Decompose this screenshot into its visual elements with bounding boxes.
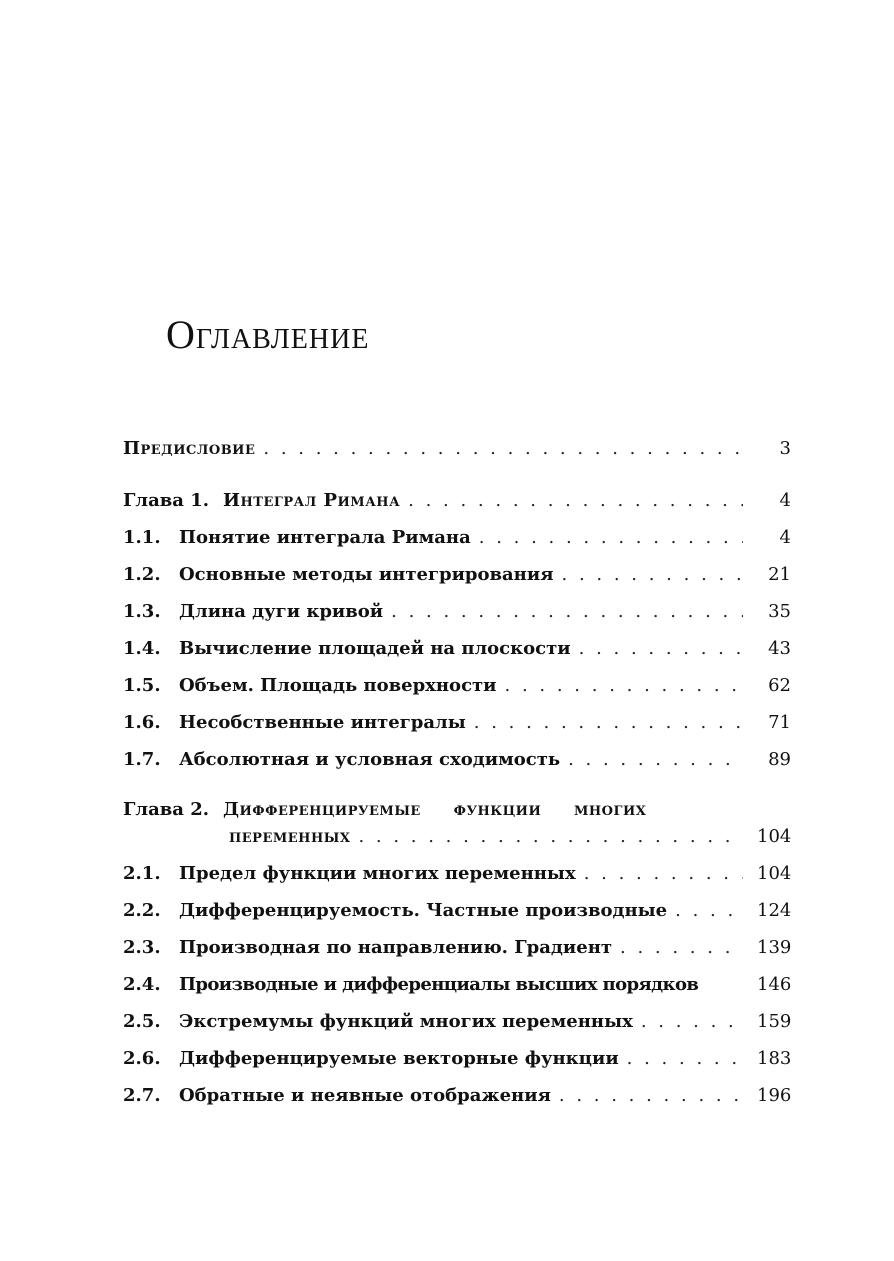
toc-entry-chapter-1[interactable] [123, 488, 791, 514]
page-number: 104 [757, 826, 792, 847]
section-title: Экстремумы функций многих переменных [179, 1011, 633, 1032]
page-number: 196 [757, 1085, 792, 1106]
page-number: 43 [768, 638, 791, 659]
dot-leader [584, 861, 743, 887]
dot-leader [479, 525, 743, 551]
section-number: 1.5. [123, 675, 161, 696]
section-number: 1.2. [123, 564, 161, 585]
section-title: Предел функции многих переменных [179, 863, 576, 884]
section-number: 2.5. [123, 1011, 161, 1032]
dot-leader [408, 488, 743, 514]
toc-entry-chapter-2-continued[interactable] [123, 824, 791, 850]
toc-entry-section[interactable] [123, 898, 791, 924]
page-number: 3 [779, 438, 791, 459]
toc-entry-section[interactable] [123, 1009, 791, 1035]
toc-entry-section[interactable] [123, 1083, 791, 1109]
section-number: 1.7. [123, 749, 161, 770]
page-number: 35 [768, 601, 791, 622]
dot-leader [263, 436, 743, 462]
toc-entry-section[interactable] [123, 972, 791, 998]
section-number: 1.4. [123, 638, 161, 659]
section-title: Абсолютная и условная сходимость [179, 749, 561, 770]
section-title: Вычисление площадей на плоскости [179, 638, 571, 659]
dot-leader [358, 824, 743, 850]
chapter-label: Глава 2. [123, 799, 210, 820]
page-number: 146 [757, 974, 792, 995]
dot-leader [474, 710, 743, 736]
page-number: 89 [768, 749, 791, 770]
section-number: 2.6. [123, 1048, 161, 1069]
toc-entry-section[interactable] [123, 710, 791, 736]
dot-leader [568, 747, 743, 773]
dot-leader [641, 1009, 743, 1035]
page-number: 139 [757, 937, 792, 958]
section-number: 1.3. [123, 601, 161, 622]
toc-entry-section[interactable] [123, 1046, 791, 1072]
page-number: 62 [768, 675, 791, 696]
page-number: 104 [757, 863, 792, 884]
section-title: Длина дуги кривой [179, 601, 384, 622]
chapter-title-continued: переменных [229, 826, 351, 847]
section-title: Понятие интеграла Римана [179, 527, 471, 548]
toc-entry-section[interactable] [123, 636, 791, 662]
toc-entry-section[interactable] [123, 599, 791, 625]
section-number: 2.7. [123, 1085, 161, 1106]
section-title: Основные методы интегрирования [179, 564, 554, 585]
chapter-title: Дифференцируемые функции многих [223, 799, 647, 820]
page-number: 159 [757, 1011, 792, 1032]
section-number: 2.4. [123, 974, 161, 995]
toc-entry-section[interactable] [123, 673, 791, 699]
section-title: Несобственные интегралы [179, 712, 466, 733]
page-number: 4 [779, 490, 791, 511]
section-title: Обратные и неявные отображения [179, 1085, 551, 1106]
toc-entry-section[interactable] [123, 861, 791, 887]
page-number: 4 [779, 527, 791, 548]
chapter-title: Интеграл Римана [223, 490, 401, 511]
section-title: Дифференцируемость. Частные производные [179, 900, 668, 921]
section-number: 2.1. [123, 863, 161, 884]
toc-entry-section[interactable] [123, 562, 791, 588]
section-number: 1.6. [123, 712, 161, 733]
dot-leader [391, 599, 743, 625]
toc-entry-preface[interactable] [123, 436, 791, 462]
toc-entry-section[interactable] [123, 747, 791, 773]
page-number: 71 [768, 712, 791, 733]
page-number: 124 [757, 900, 792, 921]
section-title: Объем. Площадь поверхности [179, 675, 497, 696]
dot-leader [627, 1046, 743, 1072]
page-title: Оглавление [166, 312, 370, 357]
section-title: Производная по направлению. Градиент [179, 937, 613, 958]
dot-leader [620, 935, 743, 961]
section-title: Дифференцируемые векторные функции [179, 1048, 619, 1069]
chapter-label: Глава 1. [123, 490, 210, 511]
toc-entry-chapter-2[interactable] [123, 797, 791, 823]
dot-leader [559, 1083, 743, 1109]
toc-entry-section[interactable] [123, 935, 791, 961]
dot-leader [579, 636, 743, 662]
dot-leader [675, 898, 743, 924]
entry-title: Предисловие [123, 438, 256, 459]
section-number: 1.1. [123, 527, 161, 548]
dot-leader [562, 562, 743, 588]
page-number: 183 [757, 1048, 792, 1069]
toc-entry-section[interactable] [123, 525, 791, 551]
section-title: Производные и дифференциалы высших порядков [179, 974, 699, 995]
section-number: 2.3. [123, 937, 161, 958]
page-number: 21 [768, 564, 791, 585]
dot-leader [505, 673, 743, 699]
section-number: 2.2. [123, 900, 161, 921]
